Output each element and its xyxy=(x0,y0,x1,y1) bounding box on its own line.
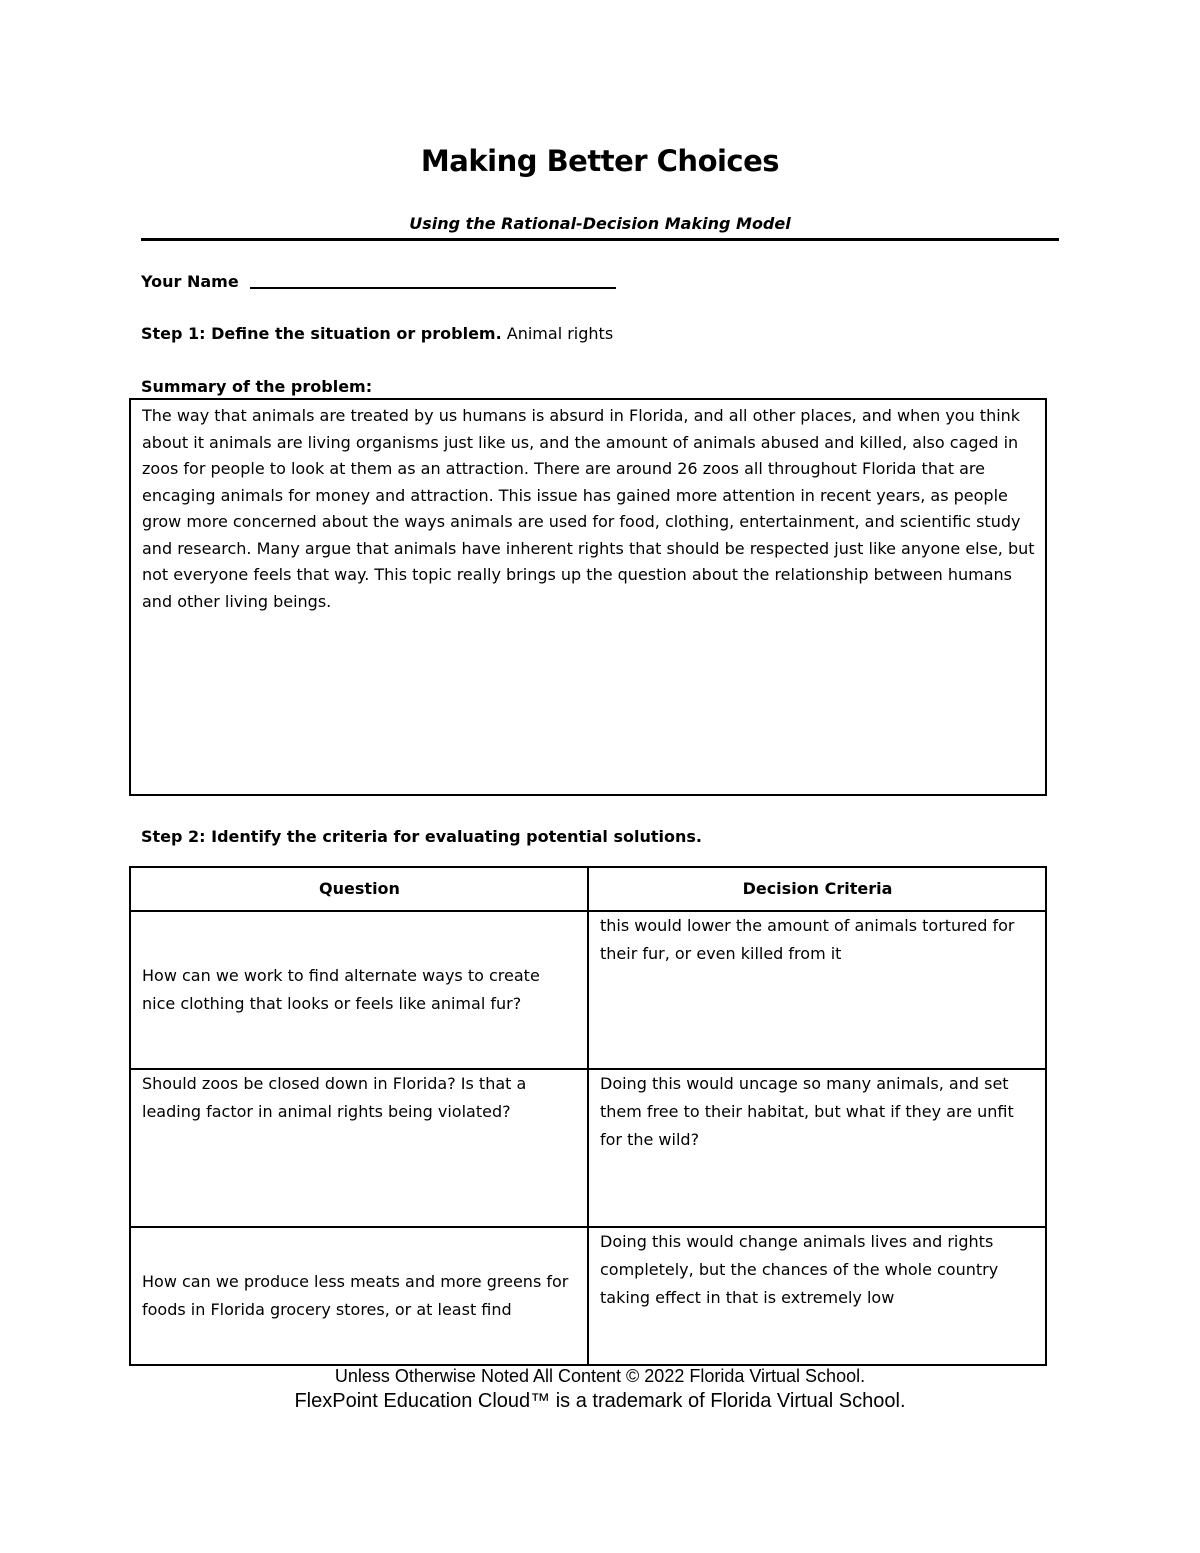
summary-label: Summary of the problem: xyxy=(141,377,373,396)
header-question: Question xyxy=(130,867,588,911)
page-subtitle: Using the Rational-Decision Making Model xyxy=(409,214,791,233)
page-title: Making Better Choices xyxy=(420,144,780,178)
step2-label: Step 2: Identify the criteria for evaluating potential solutions. xyxy=(141,827,702,846)
footer-copyright: Unless Otherwise Noted All Content © 2022 Florida Virtual School. xyxy=(334,1366,866,1386)
summary-text: The way that animals are treated by us humans is absurd in Florida, and all other places, and when you think about it animals are living organisms just like us, and the amount of animals abused and killed, also caged in zoos for people to look at them as an attraction. There are around 26 zoos all throughout Florida that are encaging animals for money and attraction. This issue has gained more attention in recent years, as people grow more concerned about the ways animals are used for food, clothing, entertainment, and scientific study and research. Many argue that animals have inherent rights that should be respected just like anyone else, but not everyone feels that way. This topic really brings up the question about the relationship between humans and other living beings. xyxy=(142,406,1035,611)
summary-box[interactable] xyxy=(129,398,1047,796)
name-row xyxy=(141,271,616,291)
table-row xyxy=(130,911,1046,1069)
footer-trademark: FlexPoint Education Cloud™ is a trademark of Florida Virtual School. xyxy=(294,1390,906,1412)
name-field[interactable] xyxy=(250,271,616,289)
table-row xyxy=(130,1227,1046,1365)
table-header-row xyxy=(130,867,1046,911)
question-cell[interactable]: How can we produce less meats and more greens for foods in Florida grocery stores, or at least find xyxy=(130,1227,588,1365)
table-row xyxy=(130,1069,1046,1227)
header-decision-criteria: Decision Criteria xyxy=(588,867,1046,911)
question-cell[interactable]: Should zoos be closed down in Florida? Is that a leading factor in animal rights being violated? xyxy=(130,1069,588,1227)
step1-row xyxy=(141,324,613,343)
criteria-cell[interactable]: this would lower the amount of animals tortured for their fur, or even killed from it xyxy=(588,911,1046,1069)
name-label: Your Name xyxy=(141,272,239,291)
criteria-cell[interactable]: Doing this would uncage so many animals, and set them free to their habitat, but what if they are unfit for the wild? xyxy=(588,1069,1046,1227)
title-divider xyxy=(141,238,1059,241)
criteria-cell[interactable]: Doing this would change animals lives and rights completely, but the chances of the whole country taking effect in that is extremely low xyxy=(588,1227,1046,1365)
step1-answer[interactable]: Animal rights xyxy=(506,324,614,343)
question-cell[interactable]: How can we work to find alternate ways to create nice clothing that looks or feels like animal fur? xyxy=(130,911,588,1069)
step1-label: Step 1: Define the situation or problem. xyxy=(141,324,502,343)
criteria-table xyxy=(129,866,1047,1366)
